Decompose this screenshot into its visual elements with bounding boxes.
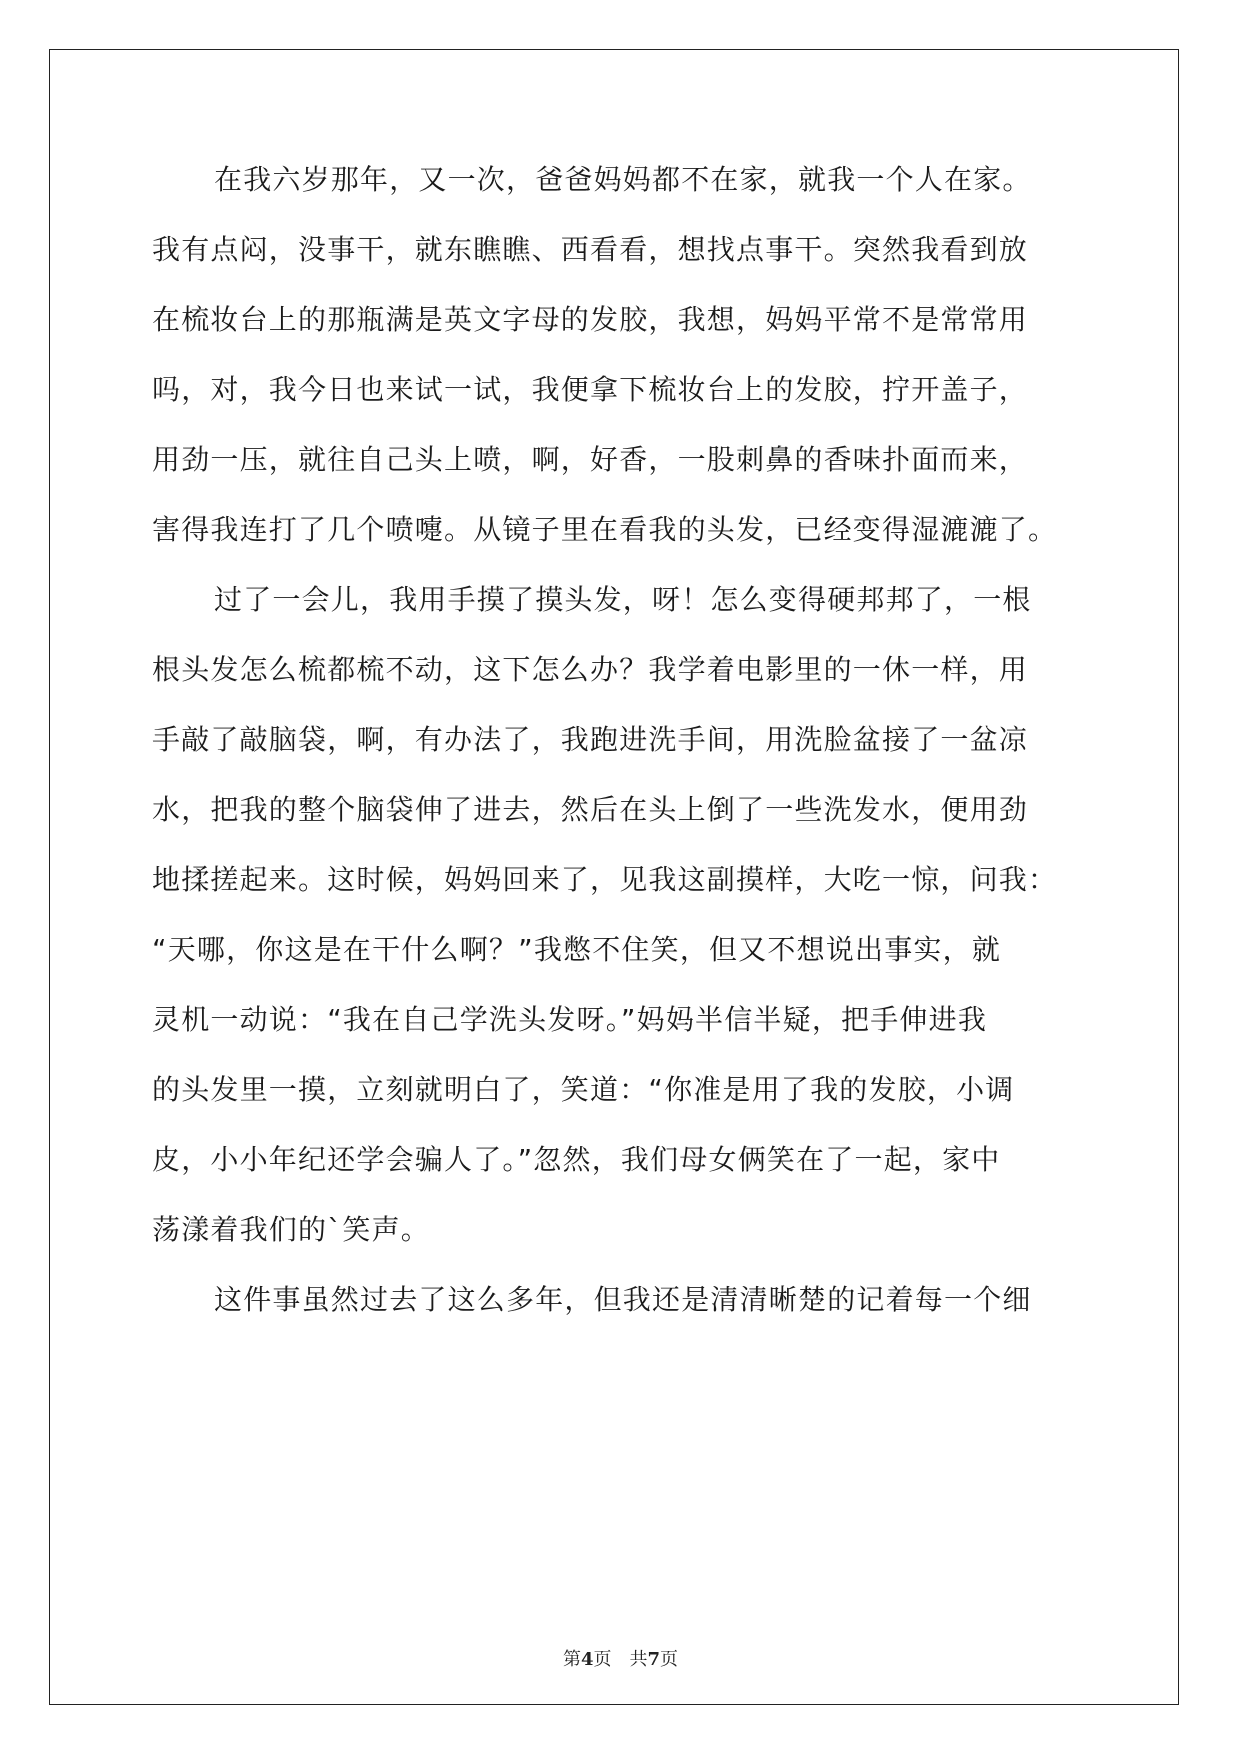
- text-line: 这件事虽然过去了这么多年，但我还是清清晰楚的记着每一个细: [214, 1283, 1032, 1316]
- text-line: 根头发怎么梳都梳不动，这下怎么办？我学着电影里的一休一样，用: [152, 653, 1029, 686]
- current-page-number: 4: [580, 1649, 594, 1670]
- text-line: 吗，对，我今日也来试一试，我便拿下梳妆台上的发胶，拧开盖子，: [152, 373, 1029, 406]
- text-line: 害得我连打了几个喷嚏。从镜子里在看我的头发，已经变得湿漉漉了。: [152, 513, 1058, 546]
- text-line: 过了一会儿，我用手摸了摸头发，呀！怎么变得硬邦邦了，一根: [214, 583, 1032, 616]
- text-line: 手敲了敲脑袋，啊，有办法了，我跑进洗手间，用洗脸盆接了一盆凉: [152, 723, 1029, 756]
- total-pages-prefix: 共: [629, 1649, 648, 1670]
- text-line: 的头发里一摸，立刻就明白了，笑道：“你准是用了我的发胶，小调: [152, 1073, 1015, 1106]
- text-line: 用劲一压，就往自己头上喷，啊，好香，一股刺鼻的香味扑面而来，: [152, 443, 1029, 476]
- page-footer: [0, 1645, 1241, 1671]
- text-line: 在我六岁那年，又一次，爸爸妈妈都不在家，就我一个人在家。: [214, 163, 1032, 196]
- text-line: 水，把我的整个脑袋伸了进去，然后在头上倒了一些洗发水，便用劲: [152, 793, 1029, 826]
- text-line: 灵机一动说：“我在自己学洗头发呀。”妈妈半信半疑，把手伸进我: [152, 1003, 988, 1036]
- page-number-suffix: 页: [593, 1649, 612, 1670]
- total-pages-suffix: 页: [660, 1649, 679, 1670]
- text-line: 我有点闷，没事干，就东瞧瞧、西看看，想找点事干。突然我看到放: [152, 233, 1029, 266]
- text-line: 荡漾着我们的`笑声。: [152, 1213, 431, 1246]
- text-line: 皮，小小年纪还学会骗人了。”忽然，我们母女俩笑在了一起，家中: [152, 1143, 1001, 1176]
- text-line: “天哪，你这是在干什么啊？”我憋不住笑，但又不想说出事实，就: [152, 933, 1002, 966]
- total-page-count: 7: [647, 1649, 661, 1670]
- page-number-prefix: 第: [562, 1649, 581, 1670]
- text-line: 地揉搓起来。这时候，妈妈回来了，见我这副摸样，大吃一惊，问我：: [152, 863, 1058, 896]
- text-line: 在梳妆台上的那瓶满是英文字母的发胶，我想，妈妈平常不是常常用: [152, 303, 1029, 336]
